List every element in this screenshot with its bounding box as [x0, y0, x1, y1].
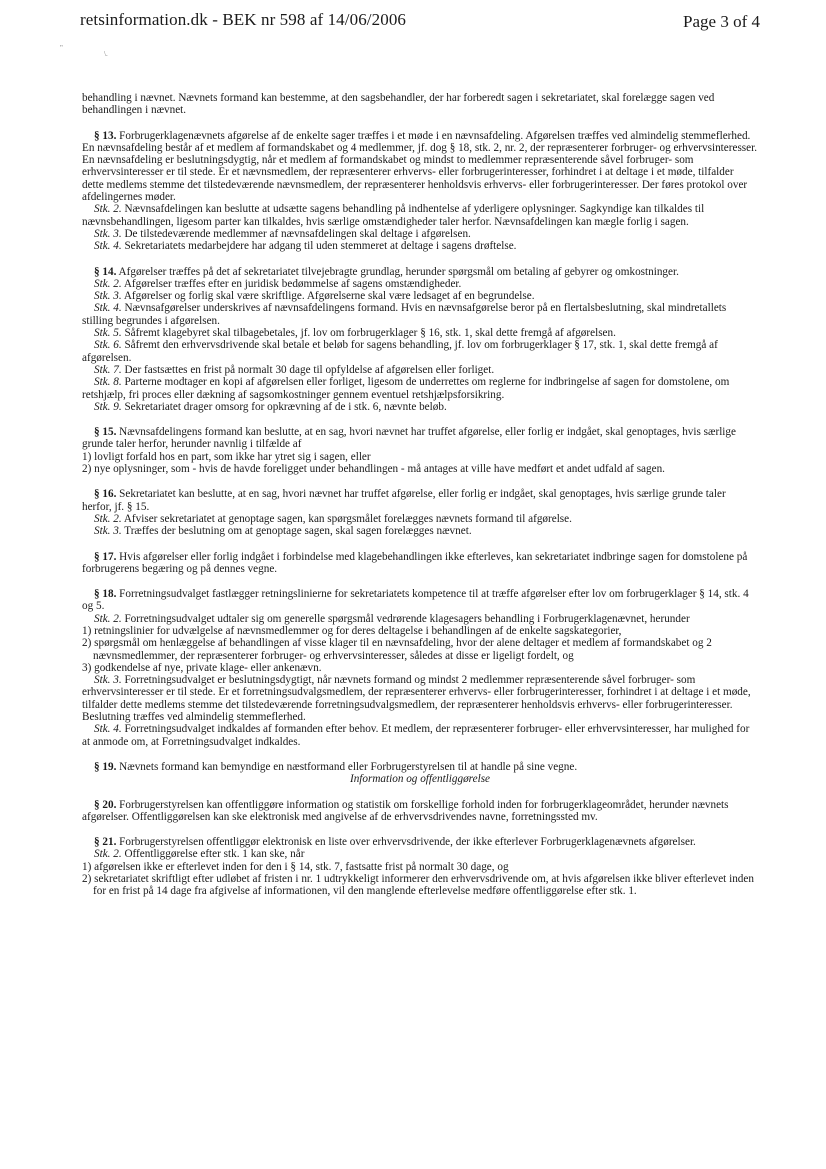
section-14	[82, 266, 758, 414]
section-text: Sekretariatet kan beslutte, at en sag, hvori nævnet har truffet afgørelse, eller forlig er indgået, skal genoptages, hvis særlige grunde taler herfor, jf. § 15.	[82, 488, 726, 513]
section-text: Nævnsafdelingens formand kan beslutte, at en sag, hvori nævnet har truffet afgørelse, eller forlig er indgået, skal genoptages, hvis særlige grunde taler herfor, herunder navnlig i tilfælde af	[82, 426, 736, 451]
stk-label: Stk. 2.	[94, 848, 122, 861]
stk-label: Stk. 2.	[94, 203, 122, 216]
section-17	[82, 551, 758, 576]
section-text: Forbrugerstyrelsen kan offentliggøre information og statistik om forskellige forhold inden for forbrugerklageområdet, herunder nævnets afgørelser. Offentliggørelsen kan ske elektronisk med angivelse af de erhvervsdrivendes navne, forretningssted mv.	[82, 798, 729, 823]
list-item: 1) afgørelsen ikke er efterlevet inden for den i § 14, stk. 7, fastsatte frist på normalt 30 dage, og	[82, 860, 509, 873]
section-13	[82, 130, 758, 253]
scan-mark: \.	[104, 50, 108, 58]
stk-label: Stk. 2.	[94, 612, 122, 625]
stk-label: Stk. 8.	[94, 376, 122, 389]
list-item: 2) spørgsmål om henlæggelse af behandlingen af visse klager til en nævnsafdeling, hvor der alene deltager et medlem af formandskabet og 2 nævnsmedlemmer, der repræsenterer forbruger- og erhvervsinteresser, således at disse er ligeligt fordelt, og	[82, 637, 712, 662]
stk-text: Sekretariatet drager omsorg for opkrævning af de i stk. 6, nævnte beløb.	[121, 400, 447, 413]
stk-text: Såfremt klagebyret skal tilbagebetales, jf. lov om forbrugerklager § 16, stk. 1, skal dette fremgå af afgørelsen.	[121, 327, 616, 340]
stk-label: Stk. 3.	[94, 227, 122, 240]
document-body	[82, 92, 758, 898]
scan-mark: "	[60, 44, 63, 52]
stk-text: Nævnsafgørelser underskrives af nævnsafdelingens formand. Hvis en nævnsafgørelse beror på en flertalsbeslutning, skal mindretallets stilling begrundes i afgørelsen.	[82, 302, 727, 327]
section-15	[82, 426, 758, 475]
stk-text: Forretningsudvalget indkaldes af formanden efter behov. Et medlem, der repræsenterer forbruger- eller erhvervsinteresser, har mulighed for at anmode om, at Forretningsudvalget indkaldes.	[82, 723, 750, 748]
stk-label: Stk. 9.	[94, 400, 122, 413]
stk-label: Stk. 6.	[94, 339, 122, 352]
section-text: Forretningsudvalget fastlægger retningslinierne for sekretariatets kompetence til at træffe afgørelser efter lov om forbrugerklager § 14, stk. 4 og 5.	[82, 588, 749, 613]
stk-text: Sekretariatets medarbejdere har adgang til uden stemmeret at deltage i sagens drøftelse.	[121, 240, 517, 253]
section-number: § 17.	[94, 550, 117, 563]
stk-text: Afgørelser og forlig skal være skriftlige. Afgørelserne skal være ledsaget af en begrundelse.	[121, 290, 535, 303]
page-number: Page 3 of 4	[683, 12, 760, 31]
list-item: 2) nye oplysninger, som - hvis de havde foreligget under behandlingen - må antages at ville have medført et andet udfald af sagen.	[82, 463, 665, 476]
stk-text: Såfremt den erhvervsdrivende skal betale et beløb for sagens behandling, jf. lov om forbrugerklager § 17, stk. 1, skal dette fremgå af afgørelsen.	[82, 339, 718, 364]
stk-text: Parterne modtager en kopi af afgørelsen eller forliget, ligesom de underrettes om reglerne for indbringelse af sagen for domstolene, om retshjælp, fri proces eller dækning af sagsomkostninger gennem eventuel retshjælpsforsikring.	[82, 376, 730, 401]
stk-label: Stk. 4.	[94, 302, 122, 315]
stk-text: Afgørelser træffes efter en juridisk bedømmelse af sagens omstændigheder.	[121, 277, 462, 290]
section-text: Afgørelser træffes på det af sekretariatet tilvejebragte grundlag, herunder spørgsmål om betaling af gebyrer og omkostninger.	[116, 265, 679, 278]
list-item: 1) lovligt forfald hos en part, som ikke har ytret sig i sagen, eller	[82, 450, 371, 463]
section-text: Forbrugerklagenævnets afgørelse af de enkelte sager træffes i et møde i en nævnsafdeling. Afgørelsen træffes ved almindelig stemmeflerhed. En nævnsafdeling består af et medlem af formandskabet og 4 medlemmer, jf. dog § 18, stk. 2, nr. 2, der repræsenterer forbruger- og erhvervsinteresser. En nævnsafdeling er beslutningsdygtig, når et medlem af formandskabet og mindst to medlemmer repræsenterende såvel forbruger- som erhvervsinteresser er til stede. Er et nævnsmedlem, der repræsenterer erhvervs- eller forbrugerinteresser, forhindret i at deltage i et møde, tilfalder dette medlems stemme det tilstedeværende nævnsmedlem, der repræsenterer henholdsvis erhvervs- eller forbrugerinteresser. Der føres protokol over afdelingernes møder.	[82, 129, 758, 204]
stk-label: Stk. 2.	[94, 512, 122, 525]
section-heading: Information og offentliggørelse	[349, 773, 491, 786]
list-item: 1) retningslinier for udvælgelse af nævnsmedlemmer og for deres deltagelse i behandlingen af de enkelte sagskategorier,	[82, 624, 622, 637]
section-number: § 21.	[94, 836, 117, 849]
stk-text: Forretningsudvalget er beslutningsdygtigt, når nævnets formand og mindst 2 medlemmer repræsenterende såvel forbruger- som erhvervsinteresser er til stede. Er et forretningsudvalgsmedlem, der repræsenterer erhvervs- eller forbrugerinteresser, forhindret i at deltage i et møde, tilfalder dette medlems stemme det tilstedeværende forretningsudvalgsmedlem, der repræsenterer henholdsvis erhvervs- eller forbrugerinteresser. Beslutning træffes ved almindelig stemmeflerhed.	[82, 674, 751, 724]
stk-text: De tilstedeværende medlemmer af nævnsafdelingen skal deltage i afgørelsen.	[121, 227, 471, 240]
list-item: 3) godkendelse af nye, private klage- eller ankenævn.	[82, 661, 322, 674]
stk-label: Stk. 3.	[94, 290, 122, 303]
section-number: § 18.	[94, 588, 117, 601]
stk-label: Stk. 3.	[94, 674, 122, 687]
section-16	[82, 488, 758, 537]
stk-label: Stk. 3.	[94, 525, 122, 538]
stk-label: Stk. 4.	[94, 723, 122, 736]
stk-label: Stk. 2.	[94, 277, 122, 290]
section-19	[82, 761, 758, 773]
stk-text: Der fastsættes en frist på normalt 30 dage til opfyldelse af afgørelsen eller forliget.	[121, 363, 495, 376]
list-item: 2) sekretariatet skriftligt efter udløbet af fristen i nr. 1 udtrykkeligt informerer den erhvervsdrivende om, at hvis afgørelsen ikke bliver efterlevet inden for en frist på 14 dage fra afgivelse af informationen, vil den manglende efterlevelse medføre offentliggørelse efter stk. 1.	[82, 873, 754, 898]
stk-label: Stk. 4.	[94, 240, 122, 253]
stk-text: Forretningsudvalget udtaler sig om generelle spørgsmål vedrørende klagesagers behandling i Forbrugerklagenævnet, herunder	[121, 612, 690, 625]
section-number: § 15.	[94, 426, 117, 439]
section-text: Forbrugerstyrelsen offentliggør elektronisk en liste over erhvervsdrivende, der ikke efterlever Forbrugerklagenævnets afgørelser.	[116, 836, 696, 849]
header-source: retsinformation.dk - BEK nr 598 af 14/06/2006	[80, 10, 407, 29]
section-number: § 14.	[94, 265, 117, 278]
section-text: Nævnets formand kan bemyndige en næstformand eller Forbrugerstyrelsen til at handle på sine vegne.	[116, 760, 578, 773]
stk-text: Træffes der beslutning om at genoptage sagen, skal sagen forelægges nævnet.	[121, 525, 472, 538]
stk-label: Stk. 5.	[94, 327, 122, 340]
stk-text: Offentliggørelse efter stk. 1 kan ske, når	[121, 848, 305, 861]
section-number: § 13.	[94, 129, 117, 142]
stk-text: Afviser sekretariatet at genoptage sagen, kan spørgsmålet forelægges nævnets formand til afgørelse.	[121, 512, 572, 525]
section-21	[82, 836, 758, 897]
section-18	[82, 588, 758, 748]
section-number: § 20.	[94, 798, 117, 811]
stk-label: Stk. 7.	[94, 363, 122, 376]
section-number: § 19.	[94, 760, 117, 773]
section-number: § 16.	[94, 488, 117, 501]
intro-paragraph: behandling i nævnet. Nævnets formand kan bestemme, at den sagsbehandler, der har forberedt sagen i sekretariatet, skal forelægge sagen ved behandlingen i nævnet.	[82, 92, 715, 117]
section-text: Hvis afgørelser eller forlig indgået i forbindelse med klagebehandlingen ikke efterleves, kan sekretariatet indbringe sagen for domstolene på forbrugerens begæring og på dennes vegne.	[82, 550, 748, 575]
stk-text: Nævnsafdelingen kan beslutte at udsætte sagens behandling på indhentelse af yderligere oplysninger. Sagkyndige kan tilkaldes til nævnsbehandlingen, ligesom parter kan tilkaldes, hvis særlige omstændigheder taler herfor. Nævnsafdelingen kan mægle forlig i sagen.	[82, 203, 705, 228]
section-20	[82, 799, 758, 824]
